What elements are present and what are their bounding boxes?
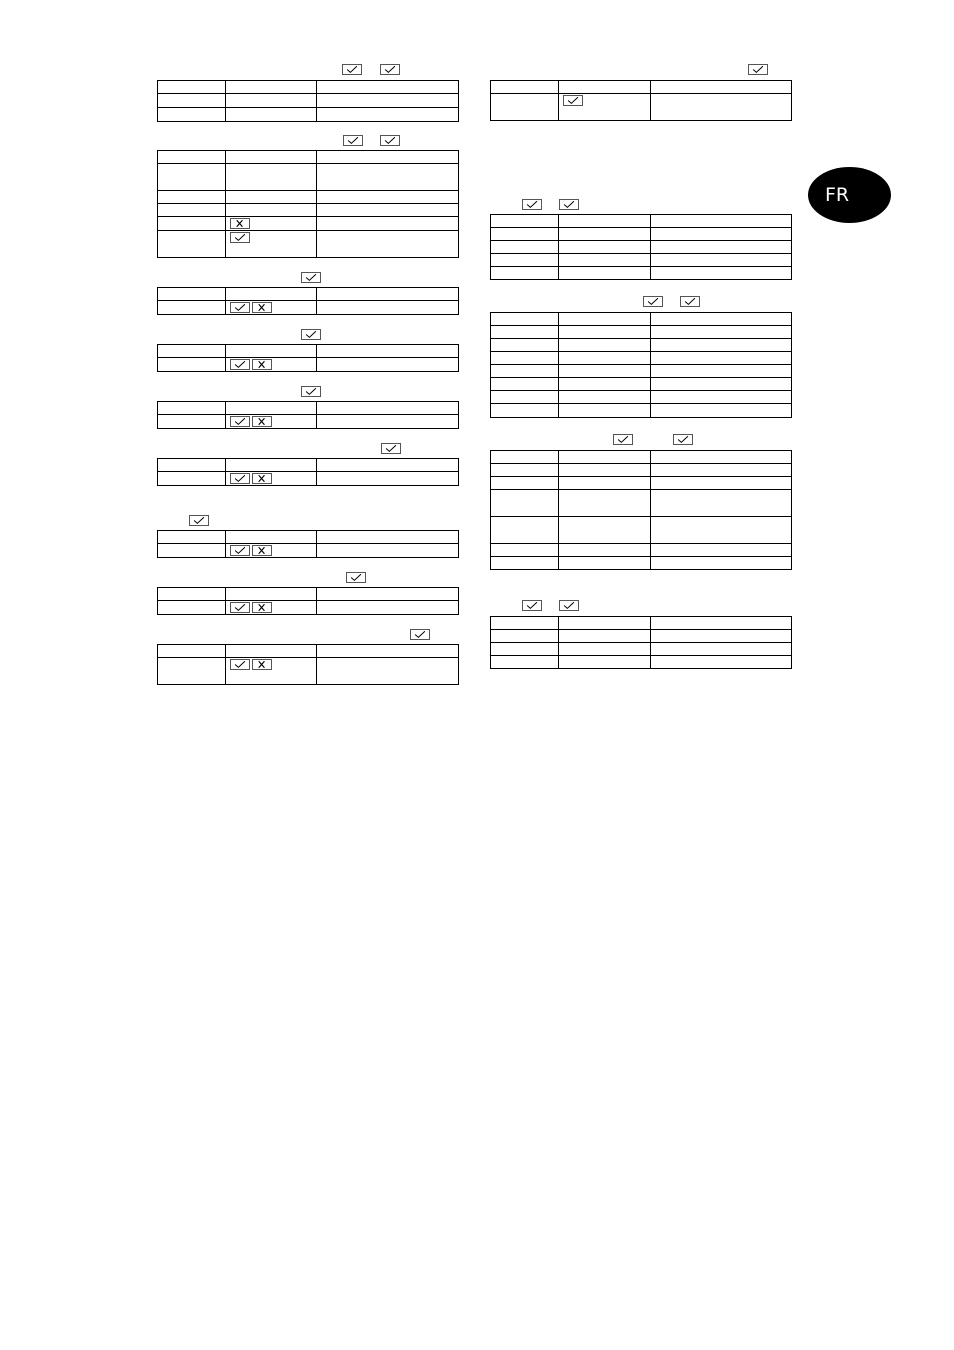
check-icon[interactable] bbox=[559, 199, 579, 210]
table-row bbox=[158, 531, 459, 544]
table-row bbox=[491, 490, 792, 517]
table-row bbox=[491, 630, 792, 643]
check-icon[interactable] bbox=[381, 443, 401, 454]
check-icon[interactable] bbox=[410, 629, 430, 640]
table-row bbox=[158, 288, 459, 301]
check-icon[interactable] bbox=[342, 64, 362, 75]
table-row bbox=[158, 94, 459, 108]
check-icon[interactable] bbox=[346, 572, 366, 583]
table-row bbox=[158, 645, 459, 658]
check-icon[interactable] bbox=[230, 659, 250, 670]
check-icon[interactable] bbox=[230, 232, 250, 243]
table-row bbox=[158, 658, 459, 685]
table-row bbox=[491, 339, 792, 352]
table-row bbox=[491, 94, 792, 121]
cross-icon[interactable] bbox=[252, 359, 272, 370]
check-icon[interactable] bbox=[343, 135, 363, 146]
table-row bbox=[158, 345, 459, 358]
table-row bbox=[158, 588, 459, 601]
table-row bbox=[491, 477, 792, 490]
table-row bbox=[158, 301, 459, 315]
check-icon[interactable] bbox=[522, 600, 542, 611]
language-badge-label: FR bbox=[825, 184, 850, 206]
cross-icon[interactable] bbox=[252, 602, 272, 613]
check-icon[interactable] bbox=[230, 473, 250, 484]
table-row bbox=[158, 191, 459, 204]
check-icon[interactable] bbox=[673, 434, 693, 445]
table-row bbox=[491, 228, 792, 241]
table-row bbox=[491, 326, 792, 339]
settings-table bbox=[490, 450, 792, 570]
table-row bbox=[158, 151, 459, 164]
table-row bbox=[491, 544, 792, 557]
check-icon[interactable] bbox=[613, 434, 633, 445]
check-icon[interactable] bbox=[380, 64, 400, 75]
table-row bbox=[491, 215, 792, 228]
table-row bbox=[491, 451, 792, 464]
table-row bbox=[158, 231, 459, 258]
check-icon[interactable] bbox=[301, 386, 321, 397]
table-row bbox=[491, 656, 792, 669]
check-icon[interactable] bbox=[230, 602, 250, 613]
check-icon[interactable] bbox=[230, 359, 250, 370]
settings-table bbox=[490, 312, 792, 418]
check-icon[interactable] bbox=[230, 545, 250, 556]
check-icon[interactable] bbox=[522, 199, 542, 210]
table-row bbox=[158, 217, 459, 231]
table-row bbox=[158, 544, 459, 558]
table-row bbox=[491, 313, 792, 326]
table-row bbox=[491, 517, 792, 544]
check-icon[interactable] bbox=[301, 272, 321, 283]
table-row bbox=[158, 402, 459, 415]
check-icon[interactable] bbox=[380, 135, 400, 146]
table-row bbox=[158, 459, 459, 472]
table-row bbox=[491, 643, 792, 656]
check-icon[interactable] bbox=[563, 95, 583, 106]
check-icon[interactable] bbox=[559, 600, 579, 611]
table-row bbox=[158, 81, 459, 94]
settings-table bbox=[157, 587, 459, 615]
table-row bbox=[158, 415, 459, 429]
table-row bbox=[491, 267, 792, 280]
settings-table bbox=[157, 344, 459, 372]
table-row bbox=[491, 617, 792, 630]
language-badge-fr bbox=[808, 167, 891, 223]
table-row bbox=[491, 81, 792, 94]
check-icon[interactable] bbox=[643, 296, 663, 307]
settings-table bbox=[490, 616, 792, 669]
check-icon[interactable] bbox=[748, 64, 768, 75]
check-icon[interactable] bbox=[230, 416, 250, 427]
settings-table bbox=[490, 80, 792, 121]
cross-icon[interactable] bbox=[252, 302, 272, 313]
settings-table bbox=[157, 458, 459, 486]
check-icon[interactable] bbox=[189, 515, 209, 526]
table-row bbox=[491, 404, 792, 418]
settings-table bbox=[157, 644, 459, 685]
table-row bbox=[158, 358, 459, 372]
table-row bbox=[491, 557, 792, 570]
cross-icon[interactable] bbox=[252, 545, 272, 556]
table-row bbox=[491, 378, 792, 391]
table-row bbox=[491, 464, 792, 477]
cross-icon[interactable] bbox=[230, 218, 250, 229]
cross-icon[interactable] bbox=[252, 659, 272, 670]
settings-table bbox=[157, 150, 459, 258]
check-icon[interactable] bbox=[680, 296, 700, 307]
settings-table bbox=[157, 80, 459, 122]
table-row bbox=[158, 472, 459, 486]
check-icon[interactable] bbox=[301, 329, 321, 340]
table-row bbox=[158, 204, 459, 217]
cross-icon[interactable] bbox=[252, 473, 272, 484]
settings-table bbox=[490, 214, 792, 280]
check-icon[interactable] bbox=[230, 302, 250, 313]
table-row bbox=[491, 254, 792, 267]
table-row bbox=[491, 352, 792, 365]
settings-table bbox=[157, 287, 459, 315]
table-row bbox=[158, 164, 459, 191]
table-row bbox=[491, 365, 792, 378]
settings-table bbox=[157, 530, 459, 558]
table-row bbox=[491, 391, 792, 404]
cross-icon[interactable] bbox=[252, 416, 272, 427]
settings-table bbox=[157, 401, 459, 429]
table-row bbox=[491, 241, 792, 254]
table-row bbox=[158, 601, 459, 615]
table-row bbox=[158, 108, 459, 122]
